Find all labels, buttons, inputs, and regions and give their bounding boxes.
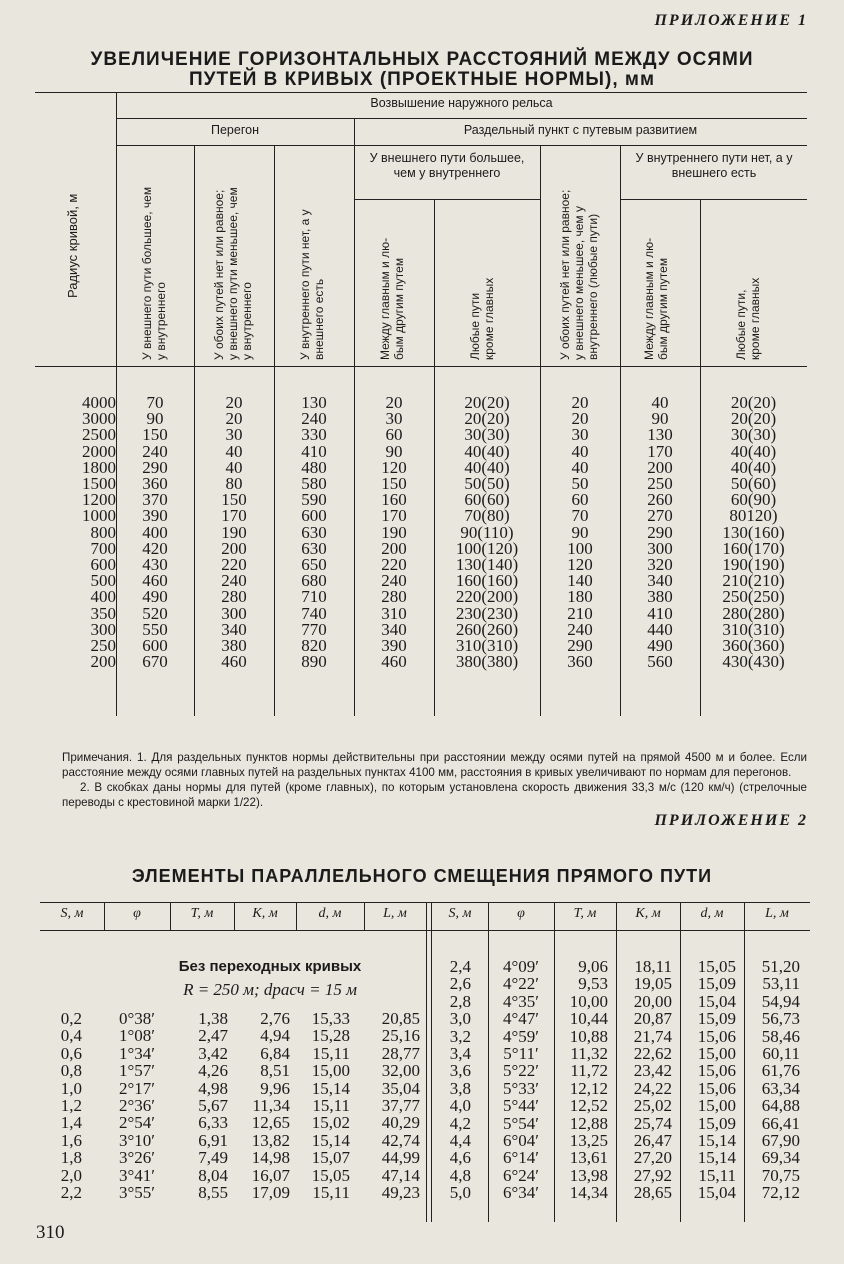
col-radius: 4000 3000 2500 2000 1800 1500 1200 1000 800 700 600 500 400 350 300 250 200 xyxy=(82,393,116,672)
header-col4: Между главным и лю- бым другим путем xyxy=(378,237,406,360)
header-col7: Между главным и лю- бым другим путем xyxy=(642,237,670,360)
header-elevation: Возвышение наружного рельса xyxy=(370,96,553,110)
header-peregon: Перегон xyxy=(211,123,259,137)
appendix-2-label: ПРИЛОЖЕНИЕ 2 xyxy=(654,812,808,829)
col-c3: 130 240 330 410 480 580 590 600 630 630 650 680 710 740 770 820 890 xyxy=(301,393,327,672)
t2-right-s: 2,4 2,6 2,8 3,0 3,2 3,4 3,6 3,8 4,0 4,2 4,4 4,6 4,8 5,0 xyxy=(449,957,471,1203)
t2-left-k: 2,76 4,94 6,84 8,51 9,96 11,34 12,65 13,82 14,98 16,07 17,09 xyxy=(251,1009,290,1203)
header-col5: Любые пути кроме главных xyxy=(468,277,496,360)
t2-h-t2: T, м xyxy=(573,906,597,921)
col-c6: 20 20 30 40 40 50 60 70 90 100 120 140 180 210 240 290 360 xyxy=(567,393,593,672)
t2-h-s2: S, м xyxy=(448,906,472,921)
header-col1: У внешнего пути большее, чем у внутреннего xyxy=(140,186,168,360)
col-c2: 20 20 30 40 40 80 150 170 190 200 220 240 280 300 340 380 460 xyxy=(221,393,247,672)
t2-h-k2: K, м xyxy=(635,906,661,921)
table2-title: ЭЛЕМЕНТЫ ПАРАЛЛЕЛЬНОГО СМЕЩЕНИЯ ПРЯМОГО ПУТИ xyxy=(131,866,713,886)
t2-left-t: 1,38 2,47 3,42 4,26 4,98 5,67 6,33 6,91 7,49 8,04 8,55 xyxy=(198,1009,228,1203)
col-c1: 70 90 150 240 290 360 370 390 400 420 430 460 490 520 550 600 670 xyxy=(142,393,168,672)
note-2: 2. В скобках даны нормы для путей (кроме главных), по которым установлена скорость движения 33,3 м/с (120 км/ч) (стрелочные переводы с крестовиной марки 1/22). xyxy=(62,781,807,809)
header-outer-greater: У внешнего пути большее, чем у внутреннего xyxy=(369,151,525,180)
t2-right-t: 9,06 9,53 10,00 10,44 10,88 11,32 11,72 12,12 12,52 12,88 13,25 13,61 13,98 14,34 xyxy=(569,957,608,1203)
t2-h-phi2: φ xyxy=(517,906,525,921)
t2-h-phi1: φ xyxy=(133,906,141,921)
header-radius: Радиус кривой, м xyxy=(65,193,80,298)
table1-title-line2: ПУТЕЙ В КРИВЫХ (ПРОЕКТНЫЕ НОРМЫ), мм xyxy=(188,69,656,90)
t2-h-k1: K, м xyxy=(252,906,278,921)
col-c7: 40 90 130 170 200 250 260 270 290 300 320 340 380 410 440 490 560 xyxy=(647,393,673,672)
t2-right-phi: 4°09′ 4°22′ 4°35′ 4°47′ 4°59′ 5°11′ 5°22′ 5°33′ 5°44′ 5°54′ 6°04′ 6°14′ 6°24′ 6°34′ xyxy=(502,957,540,1203)
header-col8: Любые пути, кроме главных xyxy=(734,277,762,360)
header-col6: У обоих путей нет или равное; у внешнего меньшее, чем у внутреннего (любые пути) xyxy=(558,189,600,360)
table1-title-line1: УВЕЛИЧЕНИЕ ГОРИЗОНТАЛЬНЫХ РАССТОЯНИЙ МЕЖДУ ОСЯМИ xyxy=(90,49,754,70)
t2-h-s1: S, м xyxy=(60,906,84,921)
t2-h-d1: d, м xyxy=(318,906,342,921)
page-number: 310 xyxy=(36,1222,65,1243)
appendix-1-label: ПРИЛОЖЕНИЕ 1 xyxy=(654,12,808,29)
t2-subtitle1: Без переходных кривых xyxy=(178,958,362,975)
t2-h-d2: d, м xyxy=(700,906,724,921)
header-station: Раздельный пункт с путевым развитием xyxy=(463,123,698,137)
t2-left-s: 0,2 0,4 0,6 0,8 1,0 1,2 1,4 1,6 1,8 2,0 2,2 xyxy=(60,1009,82,1203)
t2-h-t1: T, м xyxy=(190,906,214,921)
t2-right-l: 51,20 53,11 54,94 56,73 58,46 60,11 61,76 63,34 64,88 66,41 67,90 69,34 70,75 72,12 xyxy=(761,957,800,1203)
t2-left-l: 20,85 25,16 28,77 32,00 35,04 37,77 40,29 42,74 44,99 47,14 49,23 xyxy=(381,1009,420,1203)
note-1: Примечания. 1. Для раздельных пунктов нормы действительны при расстоянии между осями путей на прямой 4500 м и более. Если расстояние между осями главных путей на раздельных пунктах 4100 мм, расстояния в кривых увеличивают по нормам для перегонов. xyxy=(62,751,807,779)
notes xyxy=(62,750,807,810)
t2-right-k: 18,11 19,05 20,00 20,87 21,74 22,62 23,42 24,22 25,02 25,74 26,47 27,20 27,92 28,65 xyxy=(633,957,672,1203)
header-col2: У обоих путей нет или равное; у внешнего пути меньшее, чем у внутреннего xyxy=(212,187,254,360)
t2-left-phi: 0°38′ 1°08′ 1°34′ 1°57′ 2°17′ 2°36′ 2°54′ 3°10′ 3°26′ 3°41′ 3°55′ xyxy=(118,1009,156,1203)
col-c4: 20 30 60 90 120 150 160 170 190 200 220 240 280 310 340 390 460 xyxy=(381,393,407,672)
t2-left-d: 15,33 15,28 15,11 15,00 15,14 15,11 15,02 15,14 15,07 15,05 15,11 xyxy=(311,1009,350,1203)
t2-subtitle2: R = 250 м; dрасч = 15 м xyxy=(183,980,357,999)
t2-right-d: 15,05 15,09 15,04 15,09 15,06 15,00 15,06 15,06 15,00 15,09 15,14 15,14 15,11 15,04 xyxy=(697,957,736,1203)
t2-h-l1: L, м xyxy=(383,906,407,921)
t2-h-l2: L, м xyxy=(765,906,789,921)
header-inner-exists: У внутреннего пути нет, а у внешнего есть xyxy=(635,151,793,180)
header-col3: У внутреннего пути нет, а у внешнего есть xyxy=(298,209,326,360)
col-c8: 20(20) 20(20) 30(30) 40(40) 40(40) 50(60) 60(90) 80120) 130(160) 160(170) 190(190) 210(210) 250(250) 280(280) 310(310) 360(360) 430(430) xyxy=(722,393,785,672)
col-c5: 20(20) 20(20) 30(30) 40(40) 40(40) 50(50) 60(60) 70(80) 90(110) 100(120) 130(140) 160(160) 220(200) 230(230) 260(260) 310(310) 380(380) xyxy=(455,393,519,672)
